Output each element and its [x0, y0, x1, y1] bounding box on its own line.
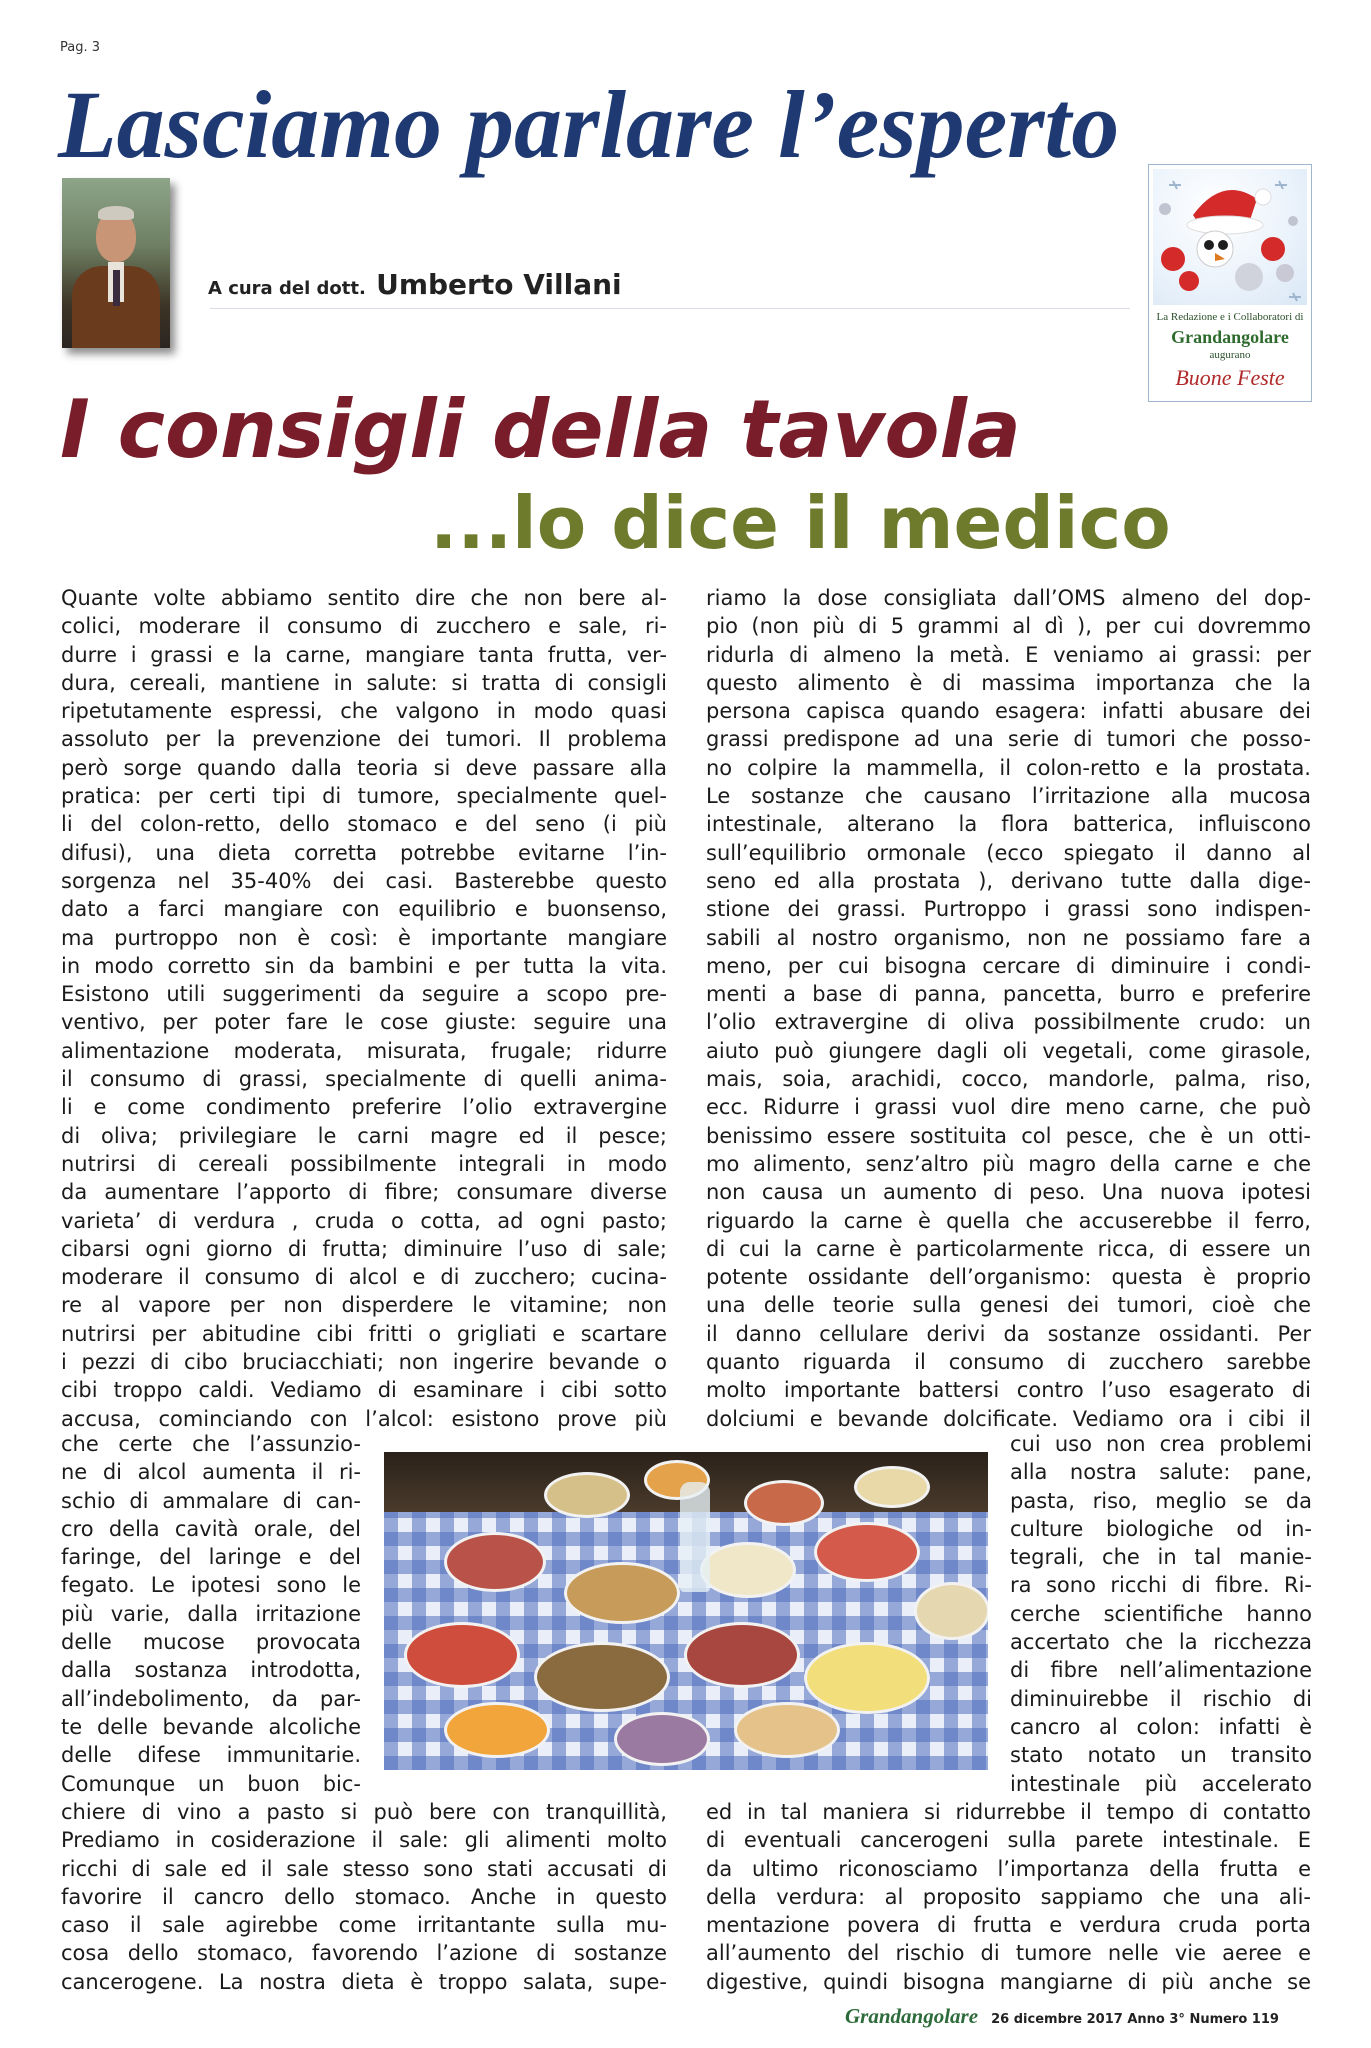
- text-line: assoluto per la prevenzione dei tumori. Il problema: [61, 727, 667, 752]
- text-line: accertato che la ricchezza: [1010, 1630, 1312, 1655]
- text-line: i pezzi di cibo bruciacchiati; non ingerire bevande o: [61, 1350, 667, 1375]
- article-title: I consigli della tavola: [60, 383, 1021, 476]
- text-line: ridurla di almeno la metà. E veniamo ai grassi: per: [706, 642, 1311, 667]
- text-line: pasta, riso, meglio se da: [1010, 1488, 1312, 1513]
- text-line: cancerogene. La nostra dieta è troppo salata, supe-: [61, 1969, 667, 1994]
- text-line: dato a farci mangiare con equilibrio e buonsenso,: [61, 897, 667, 922]
- footer-publication: Grandangolare: [845, 2004, 979, 2028]
- author-name: Umberto Villani: [376, 268, 622, 301]
- article-subtitle: ...lo dice il medico: [430, 481, 1171, 565]
- greeting-wish: Buone Feste: [1175, 365, 1285, 390]
- text-line: ventivo, per poter fare le cose giuste: seguire una: [61, 1010, 667, 1035]
- text-line: intestinale più accelerato: [1010, 1771, 1312, 1796]
- greeting-publication: Grandangolare: [1171, 327, 1289, 347]
- footer-issue-info: 26 dicembre 2017 Anno 3° Numero 119: [991, 2012, 1279, 2027]
- text-line: favorire il cancro dello stomaco. Anche in questo: [61, 1884, 667, 1909]
- text-line: mo alimento, senz’altro più magro della carne e che: [706, 1151, 1311, 1176]
- text-line: mais, soia, arachidi, cocco, mandorle, palma, riso,: [706, 1067, 1311, 1092]
- article-column-right-bottom: [706, 1798, 1311, 1996]
- text-line: aiuto può giungere dagli oli vegetali, come girasole,: [706, 1038, 1311, 1063]
- author-credit: [208, 268, 622, 301]
- text-line: in modo corretto sin da bambini e per tutta la vita.: [61, 953, 667, 978]
- text-line: cerche scientifiche hanno: [1010, 1601, 1312, 1626]
- text-line: l’olio extravergine di oliva possibilmente crudo: un: [706, 1010, 1311, 1035]
- text-line: dura, cereali, mantiene in salute: si tratta di consigli: [61, 670, 667, 695]
- author-photo: [62, 178, 170, 348]
- text-line: all’aumento del rischio di tumore nelle vie aeree e: [706, 1941, 1311, 1966]
- text-line: stato notato un transito: [1010, 1743, 1312, 1768]
- text-line: accusa, cominciando con l’alcol: esistono prove più: [61, 1406, 667, 1431]
- text-line: culture biologiche od in-: [1010, 1516, 1312, 1541]
- text-line: li e come condimento preferire l’olio extravergine: [61, 1095, 667, 1120]
- text-line: riguardo la carne è quella che accuserebbe il ferro,: [706, 1208, 1311, 1233]
- dinner-table-photo: [384, 1452, 988, 1770]
- article-column-right: [706, 584, 1311, 1433]
- text-line: cro della cavità orale, del: [61, 1516, 361, 1541]
- text-line: il danno cellulare derivi da sostanze ossidanti. Per: [706, 1321, 1311, 1346]
- text-line: schio di ammalare di can-: [61, 1488, 361, 1513]
- text-line: li del colon-retto, dello stomaco e del seno (i più: [61, 812, 667, 837]
- text-line: varieta’ di verdura , cruda o cotta, ad ogni pasto;: [61, 1208, 667, 1233]
- text-line: ne di alcol aumenta il ri-: [61, 1460, 361, 1485]
- text-line: da ultimo riconosciamo l’importanza della frutta e: [706, 1856, 1311, 1881]
- divider: [210, 308, 1130, 309]
- text-line: digestive, quindi bisogna mangiarne di più anche se: [706, 1969, 1311, 1994]
- text-line: Prediamo in cosiderazione il sale: gli alimenti molto: [61, 1828, 667, 1853]
- text-line: dalla sostanza introdotta,: [61, 1658, 361, 1683]
- text-line: cosa dello stomaco, favorendo l’azione di sostanze: [61, 1941, 667, 1966]
- text-line: ra sono ricchi di fibre. Ri-: [1010, 1573, 1312, 1598]
- text-line: cancro al colon: infatti è: [1010, 1714, 1312, 1739]
- text-line: cibi troppo caldi. Vediamo di esaminare i cibi sotto: [61, 1378, 667, 1403]
- text-line: all’indebolimento, da par-: [61, 1686, 361, 1711]
- text-line: difusi), una dieta corretta potrebbe evitarne l’in-: [61, 840, 667, 865]
- text-line: di oliva; privilegiare le carni magre ed il pesce;: [61, 1123, 667, 1148]
- page-footer: [845, 2004, 1279, 2029]
- text-line: delle difese immunitarie.: [61, 1743, 361, 1768]
- text-line: sorgenza nel 35-40% dei casi. Basterebbe questo: [61, 868, 667, 893]
- greeting-verb: augurano: [1209, 349, 1251, 361]
- text-line: Comunque un buon bic-: [61, 1771, 361, 1796]
- article-wrap-left: [61, 1430, 361, 1798]
- article-column-left: [61, 584, 667, 1433]
- article-column-left-bottom: [61, 1798, 667, 1996]
- text-line: re al vapore per non disperdere le vitamine; non: [61, 1293, 667, 1318]
- page-number: Pag. 3: [60, 40, 101, 55]
- text-line: ecc. Ridurre i grassi vuol dire meno carne, che può: [706, 1095, 1311, 1120]
- credit-prefix: A cura del dott.: [208, 278, 366, 299]
- text-line: grassi predispone ad una serie di tumori che posso-: [706, 727, 1311, 752]
- text-line: persona capisca quando esagera: infatti abusare dei: [706, 699, 1311, 724]
- text-line: colici, moderare il consumo di zucchero e sale, ri-: [61, 614, 667, 639]
- text-line: potente ossidante dell’organismo: questa è proprio: [706, 1265, 1311, 1290]
- text-line: di fibre nell’alimentazione: [1010, 1658, 1312, 1683]
- text-line: alla nostra salute: pane,: [1010, 1460, 1312, 1485]
- text-line: mentazione povera di frutta e verdura cruda porta: [706, 1913, 1311, 1938]
- text-line: delle mucose provocata: [61, 1630, 361, 1655]
- text-line: meno, per cui bisogna cercare di diminuire i condi-: [706, 953, 1311, 978]
- text-line: molto importante battersi contro l’uso esagerato di: [706, 1378, 1311, 1403]
- text-line: durre i grassi e la carne, mangiare tanta frutta, ver-: [61, 642, 667, 667]
- text-line: stione dei grassi. Purtroppo i grassi sono indispen-: [706, 897, 1311, 922]
- text-line: quanto riguarda il consumo di zucchero sarebbe: [706, 1350, 1311, 1375]
- text-line: nutrirsi di cereali possibilmente integrali in modo: [61, 1151, 667, 1176]
- text-line: dolciumi e bevande dolcificate. Vediamo ora i cibi il: [706, 1406, 1311, 1431]
- text-line: Esistono utili suggerimenti da seguire a scopo pre-: [61, 982, 667, 1007]
- text-line: moderare il consumo di alcol e di zucchero; cucina-: [61, 1265, 667, 1290]
- text-line: Quante volte abbiamo sentito dire che non bere al-: [61, 586, 667, 610]
- text-line: cui uso non crea problemi: [1010, 1432, 1312, 1456]
- text-line: nutrirsi per abitudine cibi fritti o grigliati e scartare: [61, 1321, 667, 1346]
- text-line: Le sostanze che causano l’irritazione alla mucosa: [706, 784, 1311, 809]
- text-line: il consumo di grassi, specialmente di quelli anima-: [61, 1067, 667, 1092]
- article-wrap-right: [1010, 1430, 1312, 1798]
- text-line: di cui la carne è particolarmente ricca, di essere un: [706, 1236, 1311, 1261]
- holiday-greeting-box: [1148, 164, 1312, 402]
- text-line: chiere di vino a pasto si può bere con tranquillità,: [61, 1800, 667, 1824]
- text-line: da aumentare l’apporto di fibre; consumare diverse: [61, 1180, 667, 1205]
- text-line: caso il sale agirebbe come irritantante sulla mu-: [61, 1913, 667, 1938]
- greeting-line: La Redazione e i Collaboratori di: [1156, 311, 1304, 323]
- text-line: più varie, dalla irritazione: [61, 1601, 361, 1626]
- text-line: sabili al nostro organismo, non ne possiamo fare a: [706, 925, 1311, 950]
- text-line: sull’equilibrio ormonale (ecco spiegato il danno al: [706, 840, 1311, 865]
- text-line: cibarsi ogni giorno di frutta; diminuire l’uso di sale;: [61, 1236, 667, 1261]
- text-line: seno ed alla prostata ), derivano tutte dalla dige-: [706, 868, 1311, 893]
- text-line: ricchi di sale ed il sale stesso sono stati accusati di: [61, 1856, 667, 1881]
- text-line: una delle teorie sulla genesi dei tumori, cioè che: [706, 1293, 1311, 1318]
- text-line: questo alimento è di massima importanza che la: [706, 670, 1311, 695]
- text-line: no colpire la mammella, il colon-retto e la prostata.: [706, 755, 1311, 780]
- text-line: di eventuali cancerogeni sulla parete intestinale. E: [706, 1828, 1311, 1853]
- text-line: tegrali, che in tal manie-: [1010, 1545, 1312, 1570]
- text-line: benissimo essere sostituita col pesce, che è un otti-: [706, 1123, 1311, 1148]
- text-line: pratica: per certi tipi di tumore, specialmente quel-: [61, 784, 667, 809]
- text-line: pio (non più di 5 grammi al dì ), per cui dovremmo: [706, 614, 1311, 639]
- text-line: ed in tal maniera si ridurrebbe il tempo di contatto: [706, 1800, 1311, 1824]
- text-line: diminuirebbe il rischio di: [1010, 1686, 1312, 1711]
- text-line: te delle bevande alcoliche: [61, 1714, 361, 1739]
- text-line: però sorge quando dalla teoria si deve passare alla: [61, 755, 667, 780]
- text-line: non causa un aumento di peso. Una nuova ipotesi: [706, 1180, 1311, 1205]
- text-line: menti a base di panna, pancetta, burro e preferire: [706, 982, 1311, 1007]
- text-line: che certe che l’assunzio-: [61, 1432, 361, 1456]
- text-line: fegato. Le ipotesi sono le: [61, 1573, 361, 1598]
- text-line: della verdura: al proposito sappiamo che una ali-: [706, 1884, 1311, 1909]
- christmas-ornaments-image: [1153, 169, 1307, 305]
- text-line: riamo la dose consigliata dall’OMS almeno del dop-: [706, 586, 1311, 610]
- section-headline: Lasciamo parlare l’esperto: [58, 71, 1120, 178]
- text-line: faringe, del laringe e del: [61, 1545, 361, 1570]
- text-line: ma purtroppo non è così: è importante mangiare: [61, 925, 667, 950]
- text-line: alimentazione moderata, misurata, frugale; ridurre: [61, 1038, 667, 1063]
- text-line: ripetutamente espressi, che valgono in modo quasi: [61, 699, 667, 724]
- text-line: intestinale, alterano la flora batterica, influiscono: [706, 812, 1311, 837]
